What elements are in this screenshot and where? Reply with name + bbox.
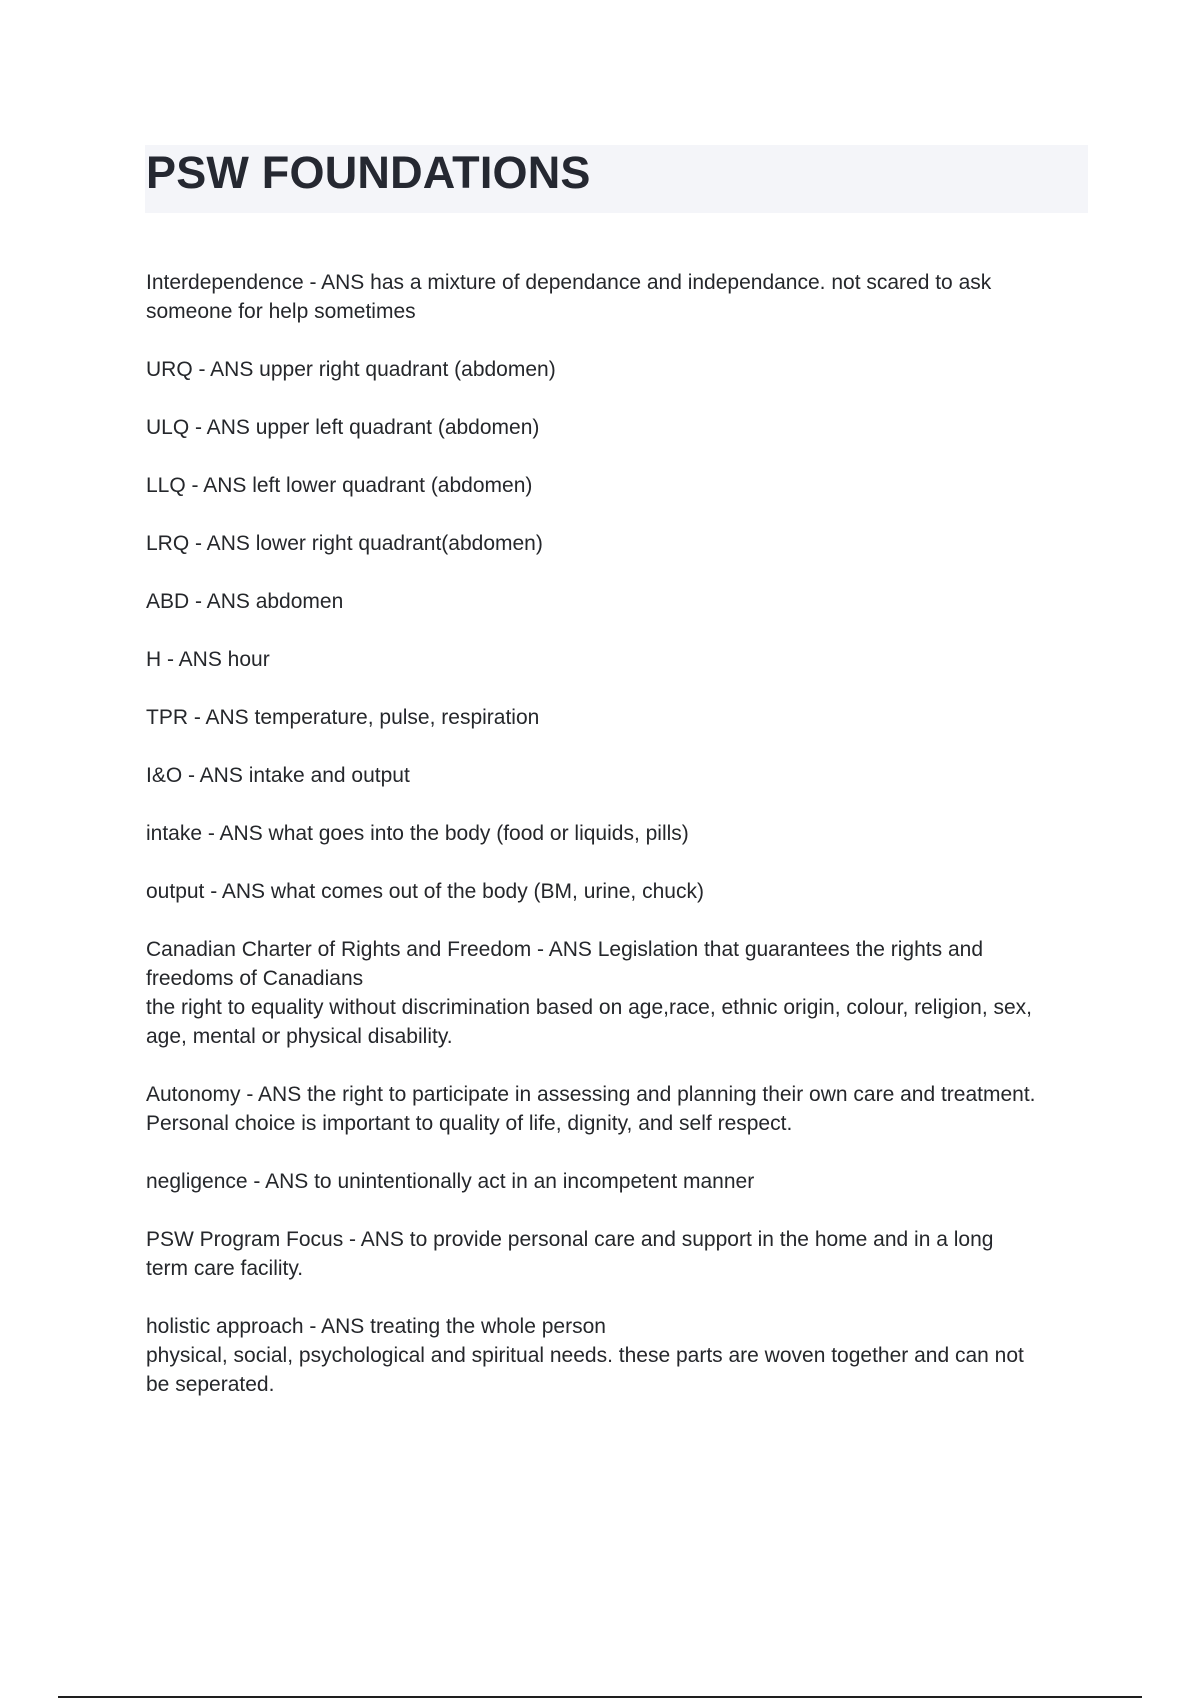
flashcard-entry [146,268,1091,326]
footer-divider [58,1696,1142,1698]
flashcard-entry [146,935,1091,1051]
entry-line: ABD - ANS abdomen [146,590,344,613]
flashcard-entry [146,471,1091,500]
flashcard-entry [146,587,1091,616]
flashcard-entry [146,529,1091,558]
entry-line: TPR - ANS temperature, pulse, respiration [146,706,540,729]
entry-line: freedoms of Canadians [146,967,364,990]
entry-line: LRQ - ANS lower right quadrant(abdomen) [146,532,543,555]
flashcard-entry [146,1225,1091,1283]
entry-line: someone for help sometimes [146,300,416,323]
entry-line: Personal choice is important to quality of life, dignity, and self respect. [146,1112,793,1135]
entry-line: ULQ - ANS upper left quadrant (abdomen) [146,416,540,439]
entry-line: the right to equality without discrimination based on age,race, ethnic origin, colour, religion, sex, [146,996,1032,1019]
entry-line: Interdependence - ANS has a mixture of dependance and independance. not scared to ask [146,271,992,294]
flashcard-entry [146,1312,1091,1399]
entry-line: URQ - ANS upper right quadrant (abdomen) [146,358,556,381]
entry-line: term care facility. [146,1257,304,1280]
flashcard-entry [146,877,1091,906]
flashcard-entry [146,1080,1091,1138]
flashcard-entry [146,761,1091,790]
flashcard-entry [146,1167,1091,1196]
entry-line: intake - ANS what goes into the body (food or liquids, pills) [146,822,689,845]
flashcard-entry [146,413,1091,442]
entry-line: negligence - ANS to unintentionally act in an incompetent manner [146,1170,755,1193]
entry-line: physical, social, psychological and spiritual needs. these parts are woven together and can not [146,1344,1024,1367]
entry-line: PSW Program Focus - ANS to provide personal care and support in the home and in a long [146,1228,994,1251]
entry-line: output - ANS what comes out of the body (BM, urine, chuck) [146,880,704,903]
flashcard-list [146,268,1091,1428]
entry-line: holistic approach - ANS treating the whole person [146,1315,606,1338]
flashcard-entry [146,703,1091,732]
entry-line: be seperated. [146,1373,275,1396]
entry-line: I&O - ANS intake and output [146,764,410,787]
entry-line: Autonomy - ANS the right to participate in assessing and planning their own care and treatment. [146,1083,1036,1106]
entry-line: age, mental or physical disability. [146,1025,453,1048]
entry-line: H - ANS hour [146,648,270,671]
entry-line: LLQ - ANS left lower quadrant (abdomen) [146,474,533,497]
entry-line: Canadian Charter of Rights and Freedom - ANS Legislation that guarantees the rights and [146,938,983,961]
page-title: PSW FOUNDATIONS [146,147,591,198]
flashcard-entry [146,645,1091,674]
flashcard-entry [146,355,1091,384]
flashcard-entry [146,819,1091,848]
